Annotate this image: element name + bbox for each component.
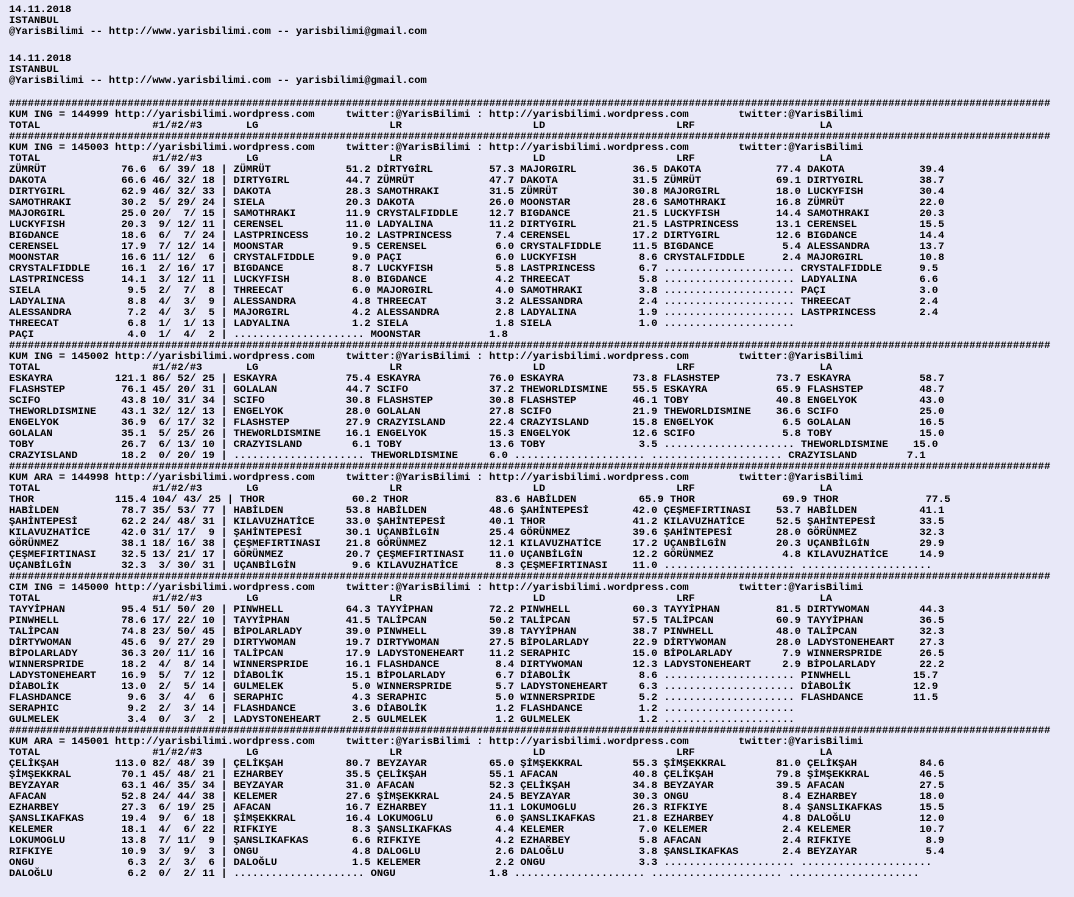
contact-line: @YarisBilimi -- http://www.yarisbilimi.com -- yarisbilimi@gmail.com — [9, 75, 427, 87]
race-results-text: ####################################################################################################################################################################### KUM ING = 144999 http://yarisbilimi.wordpress.com twitter:@YarisBilimi : http://yarisbilimi.wordpress.com twitter:@YarisBilimi TOTAL #1/#2/#3 LG LR LD LRF LA ####################################################################################################################################################################### KUM ING = 145003 http://yarisbilimi.wordpress.com twitter:@YarisBilimi : http://yarisbilimi.wordpress.com twitter:@YarisBilimi TOTAL #1/#2/#3 LG LR LD LRF LA ZÜMRÜT 76.6 6/ 39/ 18 | ZÜMRÜT 51.2 DİRTYGİRL 57.3 MAJORGIRL 36.5 DAKOTA 77.4 DAKOTA 39.4 DAKOTA 66.6 46/ 32/ 18 | DIRTYGIRL 44.7 ZÜMRÜT 47.7 DAKOTA 31.5 ZÜMRÜT 69.1 DIRTYGIRL 38.7 DIRTYGIRL 62.9 46/ 32/ 33 | DAKOTA 28.3 SAMOTHRAKI 31.5 ZÜMRÜT 30.8 MAJORGIRL 18.0 LUCKYFISH 30.4 SAMOTHRAKI 30.2 5/ 29/ 24 | SIELA 20.3 DAKOTA 26.0 MOONSTAR 28.6 SAMOTHRAKI 16.8 ZÜMRÜT 22.0 MAJORGIRL 25.0 20/ 7/ 15 | SAMOTHRAKI 11.9 CRYSTALFIDDLE 12.7 BIGDANCE 21.5 LUCKYFISH 14.4 SAMOTHRAKI 20.3 LUCKYFISH 20.3 9/ 12/ 11 | CERENSEL 11.0 LADYALINA 11.2 DIRTYGIRL 21.5 LASTPRINCESS 13.1 CERENSEL 15.5 BIGDANCE 18.6 6/ 7/ 24 | LASTPRINCESS 10.2 LASTPRINCESS 7.4 CERENSEL 17.2 DIRTYGIRL 12.6 BIGDANCE 14.4 CERENSEL 17.9 7/ 12/ 14 | MOONSTAR 9.5 CERENSEL 6.0 CRYSTALFIDDLE 11.5 BIGDANCE 5.4 ALESSANDRA 13.7 MOONSTAR 16.6 11/ 12/ 6 | CRYSTALFIDDLE 9.0 PAÇI 6.0 LUCKYFISH 8.6 CRYSTALFIDDLE 2.4 MAJORGIRL 10.8 CRYSTALFIDDLE 16.1 2/ 16/ 17 | BIGDANCE 8.7 LUCKYFISH 5.8 LASTPRINCESS 6.7 ..................... CRYSTALFIDDLE 9.5 LASTPRINCESS 14.1 3/ 12/ 11 | LUCKYFISH 8.0 BIGDANCE 4.2 THREECAT 5.8 ..................... LADYALINA 6.6 SIELA 9.5 2/ 7/ 8 | THREECAT 6.0 MAJORGIRL 4.0 SAMOTHRAKI 3.8 ..................... PAÇI 3.0 LADYALINA 8.8 4/ 3/ 9 | ALESSANDRA 4.8 THREECAT 3.2 ALESSANDRA 2.4 ..................... THREECAT 2.4 ALESSANDRA 7.2 4/ 3/ 5 | MAJORGIRL 4.2 ALESSANDRA 2.8 LADYALINA 1.9 ..................... LASTPRINCESS 2.4 THREECAT 6.8 1/ 1/ 13 | LADYALINA 1.2 SIELA 1.8 SIELA 1.0 ..................... PAÇI 4.0 1/ 4/ 2 | ..................... MOONSTAR 1.8 ####################################################################################################################################################################### KUM ING = 145002 http://yarisbilimi.wordpress.com twitter:@YarisBilimi : http://yarisbilimi.wordpress.com twitter:@YarisBilimi TOTAL #1/#2/#3 LG LR LD LRF LA ESKAYRA 121.1 86/ 52/ 25 | ESKAYRA 75.4 ESKAYRA 76.0 ESKAYRA 73.8 FLASHSTEP 73.7 ESKAYRA 58.7 FLASHSTEP 76.1 45/ 20/ 31 | GOLALAN 44.7 SCIFO 37.2 THEWORLDISMINE 55.5 ESKAYRA 65.9 FLASHSTEP 48.7 SCIFO 43.8 10/ 31/ 34 | SCIFO 30.8 FLASHSTEP 30.8 FLASHSTEP 46.1 TOBY 40.8 ENGELYOK 43.0 THEWORLDISMINE 43.1 32/ 12/ 13 | ENGELYOK 28.0 GOLALAN 27.8 SCIFO 21.9 THEWORLDISMINE 36.6 SCIFO 25.0 ENGELYOK 36.9 6/ 17/ 32 | FLASHSTEP 27.9 CRAZYISLAND 22.4 CRAZYISLAND 15.8 ENGELYOK 6.5 GOLALAN 16.5 GOLALAN 35.1 5/ 25/ 26 | THEWORLDISMINE 16.1 ENGELYOK 15.3 ENGELYOK 12.6 SCIFO 5.8 TOBY 15.0 TOBY 26.7 6/ 13/ 10 | CRAZYISLAND 6.1 TOBY 13.6 TOBY 3.5 ..................... THEWORLDISMINE 15.0 CRAZYISLAND 18.2 0/ 20/ 19 | ..................... THEWORLDISMINE 6.0 ..................... ..................... CRAZYISLAND 7.1 ####################################################################################################################################################################### KUM ARA = 144998 http://yarisbilimi.wordpress.com twitter:@YarisBilimi : http://yarisbilimi.wordpress.com twitter:@YarisBilimi TOTAL #1/#2/#3 LG LR LD LRF LA THOR 115.4 104/ 43/ 25 | THOR 60.2 THOR 83.6 HABİLDEN 65.9 THOR 69.9 THOR 77.5 HABİLDEN 78.7 35/ 53/ 77 | HABİLDEN 53.8 HABİLDEN 48.6 ŞAHİNTEPESİ 42.0 ÇEŞMEFIRTINASI 53.7 HABİLDEN 41.1 ŞAHİNTEPESİ 62.2 24/ 48/ 31 | KILAVUZHATİCE 33.0 ŞAHİNTEPESİ 40.1 THOR 41.2 KILAVUZHATİCE 52.5 ŞAHİNTEPESİ 33.5 KILAVUZHATİCE 42.0 31/ 17/ 9 | ŞAHİNTEPESİ 30.1 UÇANBİLGİN 25.4 GÖRÜNMEZ 39.6 ŞAHİNTEPESİ 28.0 GÖRÜNMEZ 32.3 GÖRÜNMEZ 38.1 18/ 16/ 38 | ÇEŞMEFIRTINASI 21.8 GÖRÜNMEZ 12.1 KILAVUZHATİCE 17.2 UÇANBİLGİN 20.3 UÇANBİLGİN 29.9 ÇEŞMEFIRTINASI 32.5 13/ 21/ 17 | GÖRÜNMEZ 20.7 ÇEŞMEFIRTINASI 11.0 UÇANBİLGİN 12.2 GÖRÜNMEZ 4.8 KILAVUZHATİCE 14.9 UÇANBİLGİN 32.3 3/ 30/ 31 | UÇANBİLGİN 9.6 KILAVUZHATİCE 8.3 ÇEŞMEFIRTINASI 11.0 ..................... ..................... ####################################################################################################################################################################### CIM ING = 145000 http://yarisbilimi.wordpress.com twitter:@YarisBilimi : http://yarisbilimi.wordpress.com twitter:@YarisBilimi TOTAL #1/#2/#3 LG LR LD LRF LA TAYYİPHAN 95.4 51/ 50/ 20 | PINWHELL 64.3 TAYYİPHAN 72.2 PINWHELL 60.3 TAYYİPHAN 81.5 DIRTYWOMAN 44.3 PINWHELL 78.6 17/ 22/ 10 | TAYYİPHAN 41.5 TALİPCAN 50.2 TALİPCAN 57.5 TALİPCAN 60.9 TAYYİPHAN 36.5 TALİPCAN 74.8 23/ 50/ 45 | BİPOLARLADY 39.0 PINWHELL 39.8 TAYYİPHAN 38.7 PINWHELL 48.0 TALİPCAN 32.3 DİRTYWOMAN 45.6 9/ 27/ 29 | DIRTYWOMAN 19.7 DIRTYWOMAN 27.5 BİPOLARLADY 22.9 DİRTYWOMAN 28.0 LADYSTONEHEART 27.3 BİPOLARLADY 36.3 20/ 11/ 16 | TALİPCAN 17.9 LADYSTONEHEART 11.2 SERAPHIC 15.0 BİPOLARLADY 7.9 WINNERSPRIDE 26.5 WINNERSPRIDE 18.2 4/ 8/ 14 | WINNERSPRIDE 16.1 FLASHDANCE 8.4 DIRTYWOMAN 12.3 LADYSTONEHEART 2.9 BİPOLARLADY 22.2 LADYSTONEHEART 16.9 5/ 7/ 12 | DİABOLİK 15.1 BİPOLARLADY 6.7 DİABOLİK 8.6 ..................... PINWHELL 15.7 DİABOLİK 13.0 2/ 5/ 14 | GULMELEK 5.0 WINNERSPRIDE 5.7 LADYSTONEHEART 6.3 ..................... DİABOLİK 12.9 FLASHDANCE 9.6 3/ 4/ 6 | SERAPHIC 4.3 SERAPHIC 5.0 WINNERSPRIDE 5.2 ..................... FLASHDANCE 11.5 SERAPHIC 9.2 2/ 3/ 14 | FLASHDANCE 3.6 DİABOLİK 1.2 FLASHDANCE 1.2 ..................... GULMELEK 3.4 0/ 3/ 2 | LADYSTONEHEART 2.5 GULMELEK 1.2 GULMELEK 1.2 ..................... ####################################################################################################################################################################### KUM ARA = 145001 http://yarisbilimi.wordpress.com twitter:@YarisBilimi : http://yarisbilimi.wordpress.com twitter:@YarisBilimi TOTAL #1/#2/#3 LG LR LD LRF LA ÇELİKŞAH 113.0 82/ 48/ 39 | ÇELİKŞAH 80.7 BEYZAYAR 65.0 ŞİMŞEKKRAL 55.3 ŞİMŞEKKRAL 81.0 ÇELİKŞAH 84.6 ŞİMŞEKKRAL 70.1 45/ 48/ 21 | EZHARBEY 35.5 ÇELİKŞAH 55.1 AFACAN 40.8 ÇELİKŞAH 79.8 ŞİMŞEKKRAL 46.5 BEYZAYAR 63.1 46/ 35/ 34 | BEYZAYAR 31.0 AFACAN 52.3 ÇELİKŞAH 34.8 BEYZAYAR 39.5 AFACAN 27.5 AFACAN 52.8 24/ 44/ 38 | KELEMER 27.6 ŞİMŞEKKRAL 24.5 BEYZAYAR 30.3 ONGU 8.4 EZHARBEY 18.0 EZHARBEY 27.3 6/ 19/ 25 | AFACAN 16.7 EZHARBEY 11.1 LOKUMOGLU 26.3 RIFKIYE 8.4 ŞANSLIKAFKAS 15.5 ŞANSLIKAFKAS 19.4 9/ 6/ 18 | ŞİMŞEKKRAL 16.4 LOKUMOGLU 6.0 ŞANSLIKAFKAS 21.8 EZHARBEY 4.8 DALOĞLU 12.0 KELEMER 18.1 4/ 6/ 22 | RIFKIYE 8.3 ŞANSLIKAFKAS 4.4 KELEMER 7.0 KELEMER 2.4 KELEMER 10.7 LOKUMOGLU 13.8 7/ 11/ 9 | ŞANSLIKAFKAS 6.6 RIFKIYE 4.2 EZHARBEY 5.8 AFACAN 2.4 RIFKIYE 8.9 RIFKIYE 10.9 3/ 9/ 3 | ONGU 4.8 DALOGLU 2.6 DALOĞLU 3.8 ŞANSLIKAFKAS 2.4 BEYZAYAR 5.4 ONGU 6.3 2/ 3/ 6 | DALOĞLU 1.5 KELEMER 2.2 ONGU 3.3 ..................... ..................... DALOĞLU 6.2 0/ 2/ 11 | ..................... ONGU 1.8 ..................... ..................... ..................... — [9, 98, 1051, 880]
date-line: 14.11.2018 — [9, 53, 72, 65]
header-block — [9, 54, 1074, 87]
city-line: ISTANBUL — [9, 15, 59, 27]
date-line: 14.11.2018 — [9, 4, 72, 16]
contact-line: @YarisBilimi -- http://www.yarisbilimi.com -- yarisbilimi@gmail.com — [9, 26, 427, 38]
city-line: ISTANBUL — [9, 64, 59, 76]
header-block — [9, 5, 1074, 38]
